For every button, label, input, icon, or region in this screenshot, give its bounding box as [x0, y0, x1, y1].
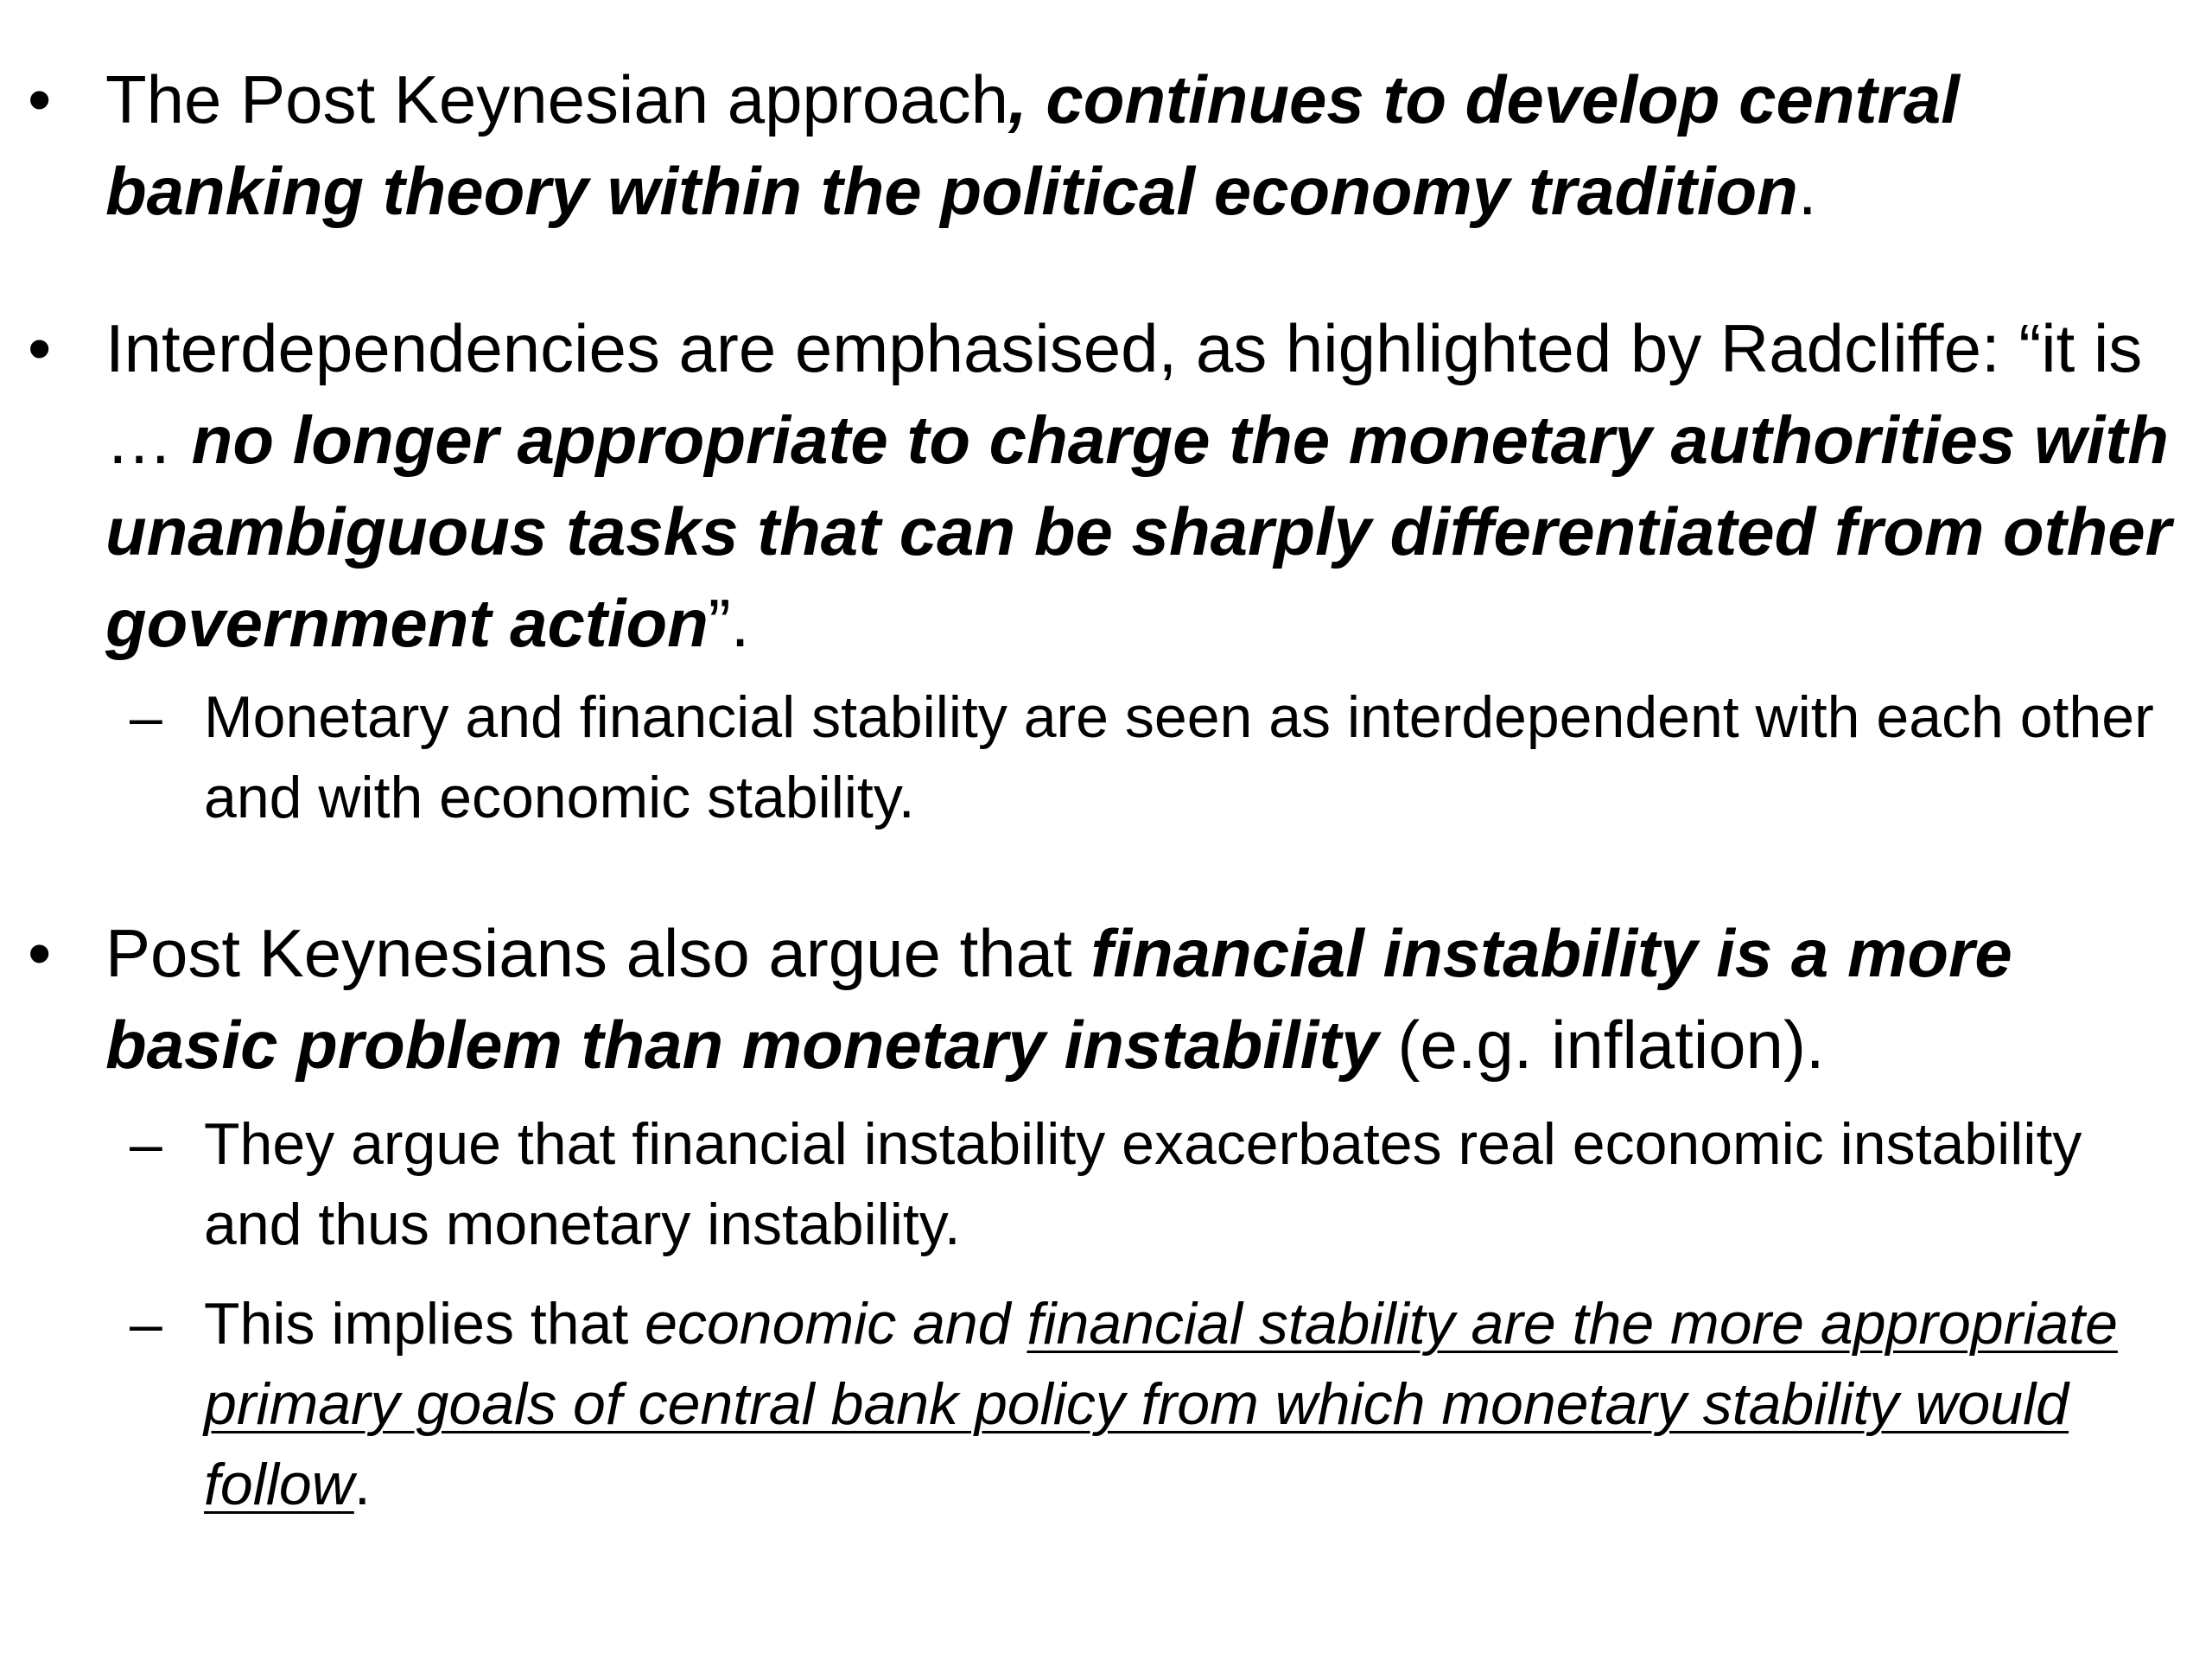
bullet-marker: • [28, 310, 52, 386]
bullet-2-subitem-1-text: Monetary and financial stability are seen as interdependent with each other and with economic stability. [204, 684, 2154, 830]
sub-bullet-marker: – [130, 684, 162, 750]
bullet-3-text [105, 907, 2196, 1090]
bullet-marker: • [28, 915, 52, 991]
bullet-1-text [105, 54, 2196, 237]
bullet-2-end: ”. [708, 585, 750, 661]
subitem-italic-underlined: financial stability are the more appropriate primary goals of central bank policy from which monetary stability would follow [204, 1291, 2118, 1517]
bullet-marker: • [28, 61, 52, 137]
bullet-1-end: . [1797, 153, 1817, 229]
bullet-3-subitem-1-text: They argue that financial instability exacerbates real economic instability and thus monetary instability. [204, 1111, 2082, 1257]
bullet-3-subitem-2-text [204, 1284, 2191, 1525]
sub-bullet-marker: – [130, 1291, 162, 1357]
bullet-3-plain: Post Keynesians also argue that [105, 915, 1091, 991]
sub-bullet-marker: – [130, 1111, 162, 1177]
bullet-2-plain: Interdependencies are emphasised, as highlighted by Radcliffe: “it is … [105, 310, 2143, 478]
bullet-2-quote-emphasis: no longer appropriate to charge the monetary authorities with unambiguous tasks that can be sharply differentiated from other government action [105, 402, 2171, 661]
subitem-italic: economic and [645, 1291, 1027, 1357]
bullet-3-emphasis: financial instability is a more basic problem than monetary instability [105, 915, 2012, 1083]
bullet-3-end: (e.g. inflation). [1378, 1007, 1825, 1083]
subitem-end: . [353, 1452, 371, 1517]
bullet-2-text [105, 302, 2196, 669]
subitem-plain: This implies that [204, 1291, 645, 1357]
bullet-1-emphasis: , continues to develop central banking theory within the political economy tradition [105, 61, 1960, 229]
bullet-1-plain: The Post Keynesian approach [105, 61, 1009, 137]
